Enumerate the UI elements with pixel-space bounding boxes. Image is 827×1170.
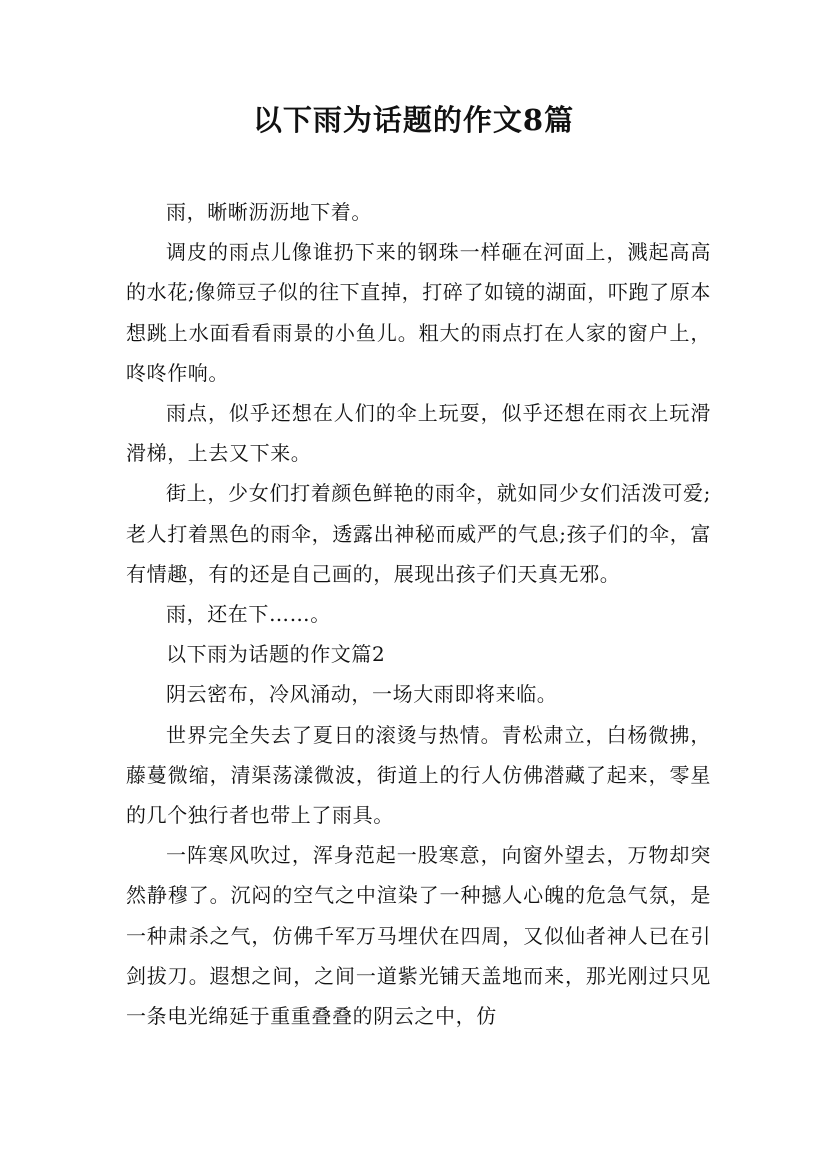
paragraph: 雨点，似乎还想在人们的伞上玩耍，似乎还想在雨衣上玩滑滑梯，上去又下来。 [126, 401, 711, 466]
document-title: 以下雨为话题的作文8篇 [252, 103, 575, 137]
section-heading: 以下雨为话题的作文篇2 [166, 642, 386, 667]
paragraph: 雨，晰晰沥沥地下着。 [166, 200, 372, 224]
document-body [126, 192, 711, 1036]
paragraph: 街上，少女们打着颜色鲜艳的雨伞，就如同少女们活泼可爱;老人打着黑色的雨伞，透露出神秘而威严的气息;孩子们的伞，富有情趣，有的还是自己画的，展现出孩子们天真无邪。 [126, 481, 711, 586]
paragraph: 世界完全失去了夏日的滚烫与热情。青松肃立，白杨微拂，藤蔓微缩，清渠荡漾微波，街道上的行人仿佛潜藏了起来，零星的几个独行者也带上了雨具。 [126, 722, 711, 828]
paragraph: 阴云密布，冷风涌动，一场大雨即将来临。 [166, 682, 558, 707]
paragraph: 雨，还在下……。 [166, 602, 331, 627]
paragraph: 一阵寒风吹过，浑身范起一股寒意，向窗外望去，万物却突然静穆了。沉闷的空气之中渲染了一种撼人心魄的危急气氛，是一种肃杀之气，仿佛千军万马埋伏在四周，又似仙者神人已在引剑拔刀。遐想之间，之间一道紫光铺天盖地而来，那光刚过只见一条电光绵延于重重叠叠的阴云之中，仿 [126, 843, 711, 1029]
paragraph: 调皮的雨点儿像谁扔下来的钢珠一样砸在河面上，溅起高高的水花;像筛豆子似的往下直掉，打碎了如镜的湖面，吓跑了原本想跳上水面看看雨景的小鱼儿。粗大的雨点打在人家的窗户上，咚咚作响。 [126, 240, 711, 385]
